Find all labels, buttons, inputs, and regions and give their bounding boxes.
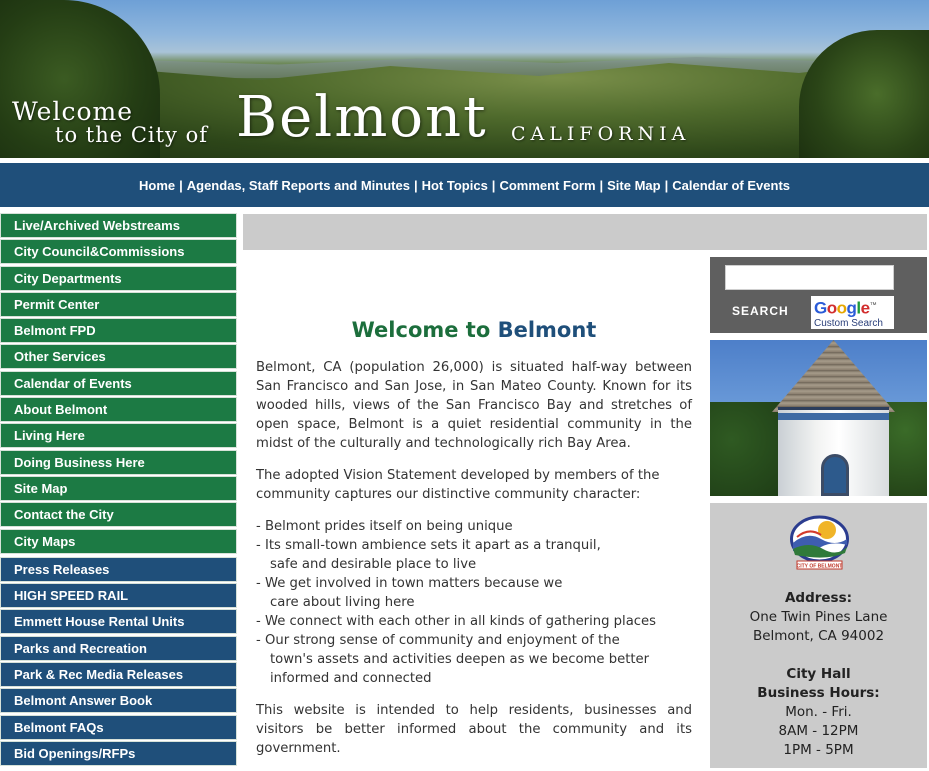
vision-line: town's assets and activities deepen as we become better — [270, 652, 650, 667]
address-heading: Address: — [784, 590, 853, 606]
topnav-site-map[interactable]: Site Map — [607, 177, 661, 193]
topnav-agendas[interactable]: Agendas, Staff Reports and Minutes — [186, 177, 410, 193]
topnav-separator: | — [664, 177, 669, 193]
sidebar-item-bid-openings[interactable]: Bid Openings/RFPs — [0, 741, 237, 766]
address-block — [710, 589, 927, 646]
sidebar-item-high-speed-rail[interactable]: HIGH SPEED RAIL — [0, 583, 237, 608]
sidebar-item-about-belmont[interactable]: About Belmont — [0, 397, 237, 422]
water-tower-photo — [710, 340, 927, 496]
hours-heading-city-hall: City Hall — [786, 666, 851, 682]
topnav-separator: | — [599, 177, 604, 193]
tower-band — [778, 413, 889, 420]
sidebar-item-city-maps[interactable]: City Maps — [0, 529, 237, 554]
hours-heading-business-hours: Business Hours: — [757, 685, 880, 701]
sidebar-item-parks-recreation[interactable]: Parks and Recreation — [0, 636, 237, 661]
city-seal-icon — [787, 515, 852, 570]
topnav-separator: | — [179, 177, 183, 193]
header-banner — [0, 0, 929, 158]
sidebar-item-living-here[interactable]: Living Here — [0, 423, 237, 448]
main-content — [256, 316, 692, 771]
banner-welcome: Welcome — [12, 97, 134, 126]
vision-line: - Our strong sense of community and enjoyment of the — [256, 633, 620, 648]
address-line-1: One Twin Pines Lane — [749, 609, 888, 625]
banner-trees-right — [799, 30, 929, 158]
tower-window — [821, 454, 849, 496]
vision-line: informed and connected — [270, 671, 432, 686]
vision-intro-paragraph: The adopted Vision Statement developed by members of the community captures our distinctive community character: — [256, 468, 660, 502]
closing-paragraph: This website is intended to help residents, businesses and visitors be better informed about the community and its government. — [256, 703, 692, 756]
topnav-calendar[interactable]: Calendar of Events — [672, 177, 791, 193]
business-hours-block — [710, 665, 927, 760]
sidebar-item-site-map[interactable]: Site Map — [0, 476, 237, 501]
topnav-comment-form[interactable]: Comment Form — [499, 177, 596, 193]
hours-afternoon: 1PM - 5PM — [783, 742, 854, 758]
vision-line: care about living here — [270, 595, 415, 610]
topnav-separator: | — [413, 177, 418, 193]
search-button[interactable]: SEARCH — [732, 304, 789, 318]
vision-statement-list — [256, 517, 692, 688]
tower-roof — [772, 340, 895, 412]
banner-city-name: Belmont — [236, 85, 488, 150]
sidebar-item-webstreams[interactable]: Live/Archived Webstreams — [0, 213, 237, 238]
search-panel — [710, 257, 927, 333]
vision-line: - We connect with each other in all kinds of gathering places — [256, 614, 657, 629]
sidebar-item-other-services[interactable]: Other Services — [0, 344, 237, 369]
topnav-separator: | — [491, 177, 496, 193]
hours-morning: 8AM - 12PM — [778, 723, 859, 739]
sidebar-item-faqs[interactable]: Belmont FAQs — [0, 715, 237, 740]
intro-paragraph: Belmont, CA (population 26,000) is situated half-way between San Francisco and San Jose, in San Mateo County. Known for its wooded hills, views of the San Francisco Bay and stretches of open space, Belmont is a quiet residential community in the midst of the culturally and technologically rich Bay Area. — [256, 360, 692, 451]
vision-line: safe and desirable place to live — [270, 557, 477, 572]
vision-line: - Belmont prides itself on being unique — [256, 519, 513, 534]
sidebar-item-calendar[interactable]: Calendar of Events — [0, 371, 237, 396]
topnav-hot-topics[interactable]: Hot Topics — [421, 177, 488, 193]
banner-state-name: CALIFORNIA — [511, 123, 691, 145]
banner-to-the-city-of: to the City of — [55, 123, 209, 147]
sidebar-item-doing-business[interactable]: Doing Business Here — [0, 450, 237, 475]
sidebar-item-belmont-fpd[interactable]: Belmont FPD — [0, 318, 237, 343]
page-title-welcome: Welcome to — [351, 318, 491, 342]
google-custom-search-label: Custom Search — [814, 317, 883, 329]
topnav-home[interactable]: Home — [138, 177, 176, 193]
sidebar-item-contact[interactable]: Contact the City — [0, 502, 237, 527]
google-logo-text: Google™ — [814, 298, 877, 318]
sidebar-item-answer-book[interactable]: Belmont Answer Book — [0, 688, 237, 713]
search-input[interactable] — [725, 265, 894, 290]
vision-line: - Its small-town ambience sets it apart as a tranquil, — [256, 538, 601, 553]
sidebar-item-park-rec-media[interactable]: Park & Rec Media Releases — [0, 662, 237, 687]
seal-caption: CITY OF BELMONT — [796, 563, 843, 570]
sidebar-item-permit-center[interactable]: Permit Center — [0, 292, 237, 317]
address-line-2: Belmont, CA 94002 — [752, 628, 885, 644]
sidebar-item-press-releases[interactable]: Press Releases — [0, 557, 237, 582]
sidebar-item-city-council[interactable]: City Council&Commissions — [0, 239, 237, 264]
page-title — [256, 316, 692, 344]
content-header-bar — [243, 214, 927, 250]
page-title-belmont: Belmont — [497, 318, 597, 342]
top-navigation — [0, 163, 929, 207]
left-navigation — [0, 213, 237, 767]
sidebar-item-emmett-house[interactable]: Emmett House Rental Units — [0, 609, 237, 634]
address-panel — [710, 503, 927, 768]
hours-days: Mon. - Fri. — [785, 704, 852, 720]
vision-line: - We get involved in town matters because we — [256, 576, 563, 591]
sidebar-item-city-departments[interactable]: City Departments — [0, 266, 237, 291]
google-custom-search-logo — [811, 296, 894, 329]
